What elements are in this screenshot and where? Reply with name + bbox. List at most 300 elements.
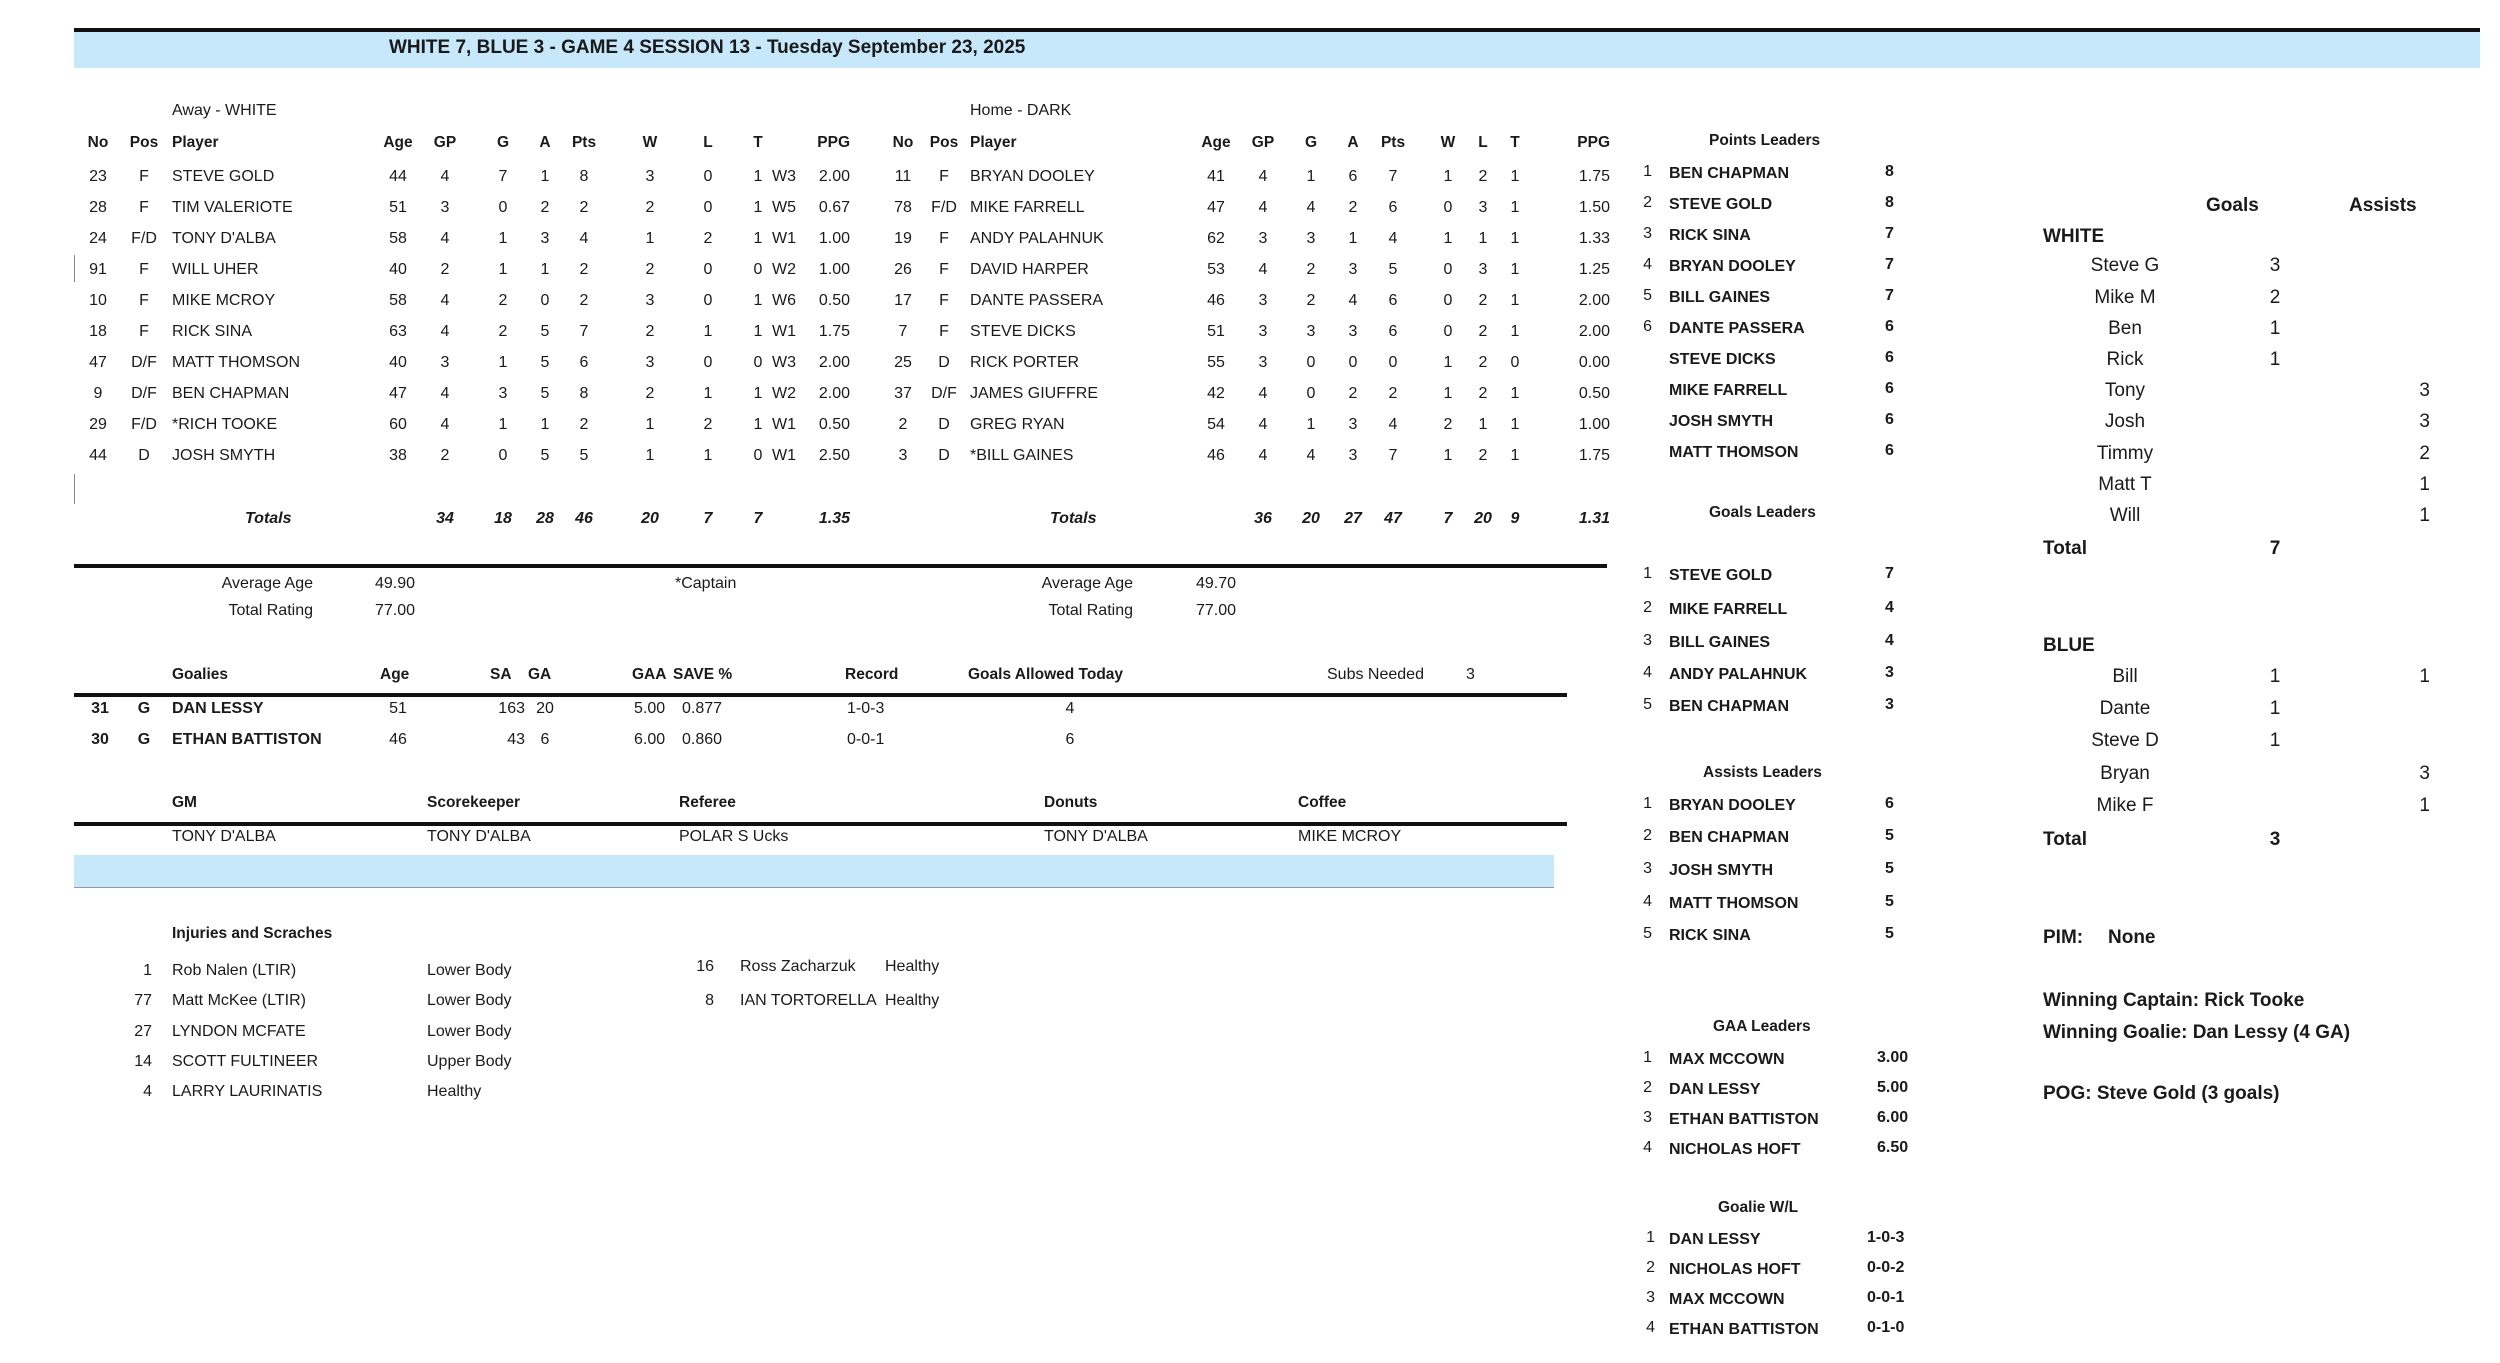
goalie_wl-leader-name: ETHAN BATTISTON: [1669, 1321, 1819, 1338]
white-scorer-name: Steve G: [2090, 255, 2160, 276]
home-avg-age: 49.70: [1196, 575, 1237, 592]
margin-tick: [74, 474, 75, 504]
away-rating: 77.00: [375, 602, 416, 619]
home-player-t: 1: [1510, 199, 1520, 216]
injury-name: IAN TORTORELLA: [740, 992, 877, 1009]
home-player-g: 0: [1306, 385, 1316, 402]
away-player-w: 2: [645, 261, 655, 278]
goalie-record: 1-0-3: [847, 700, 885, 717]
white-scorer-name: Timmy: [2096, 443, 2154, 464]
goalie-col-4: GAA: [632, 666, 667, 683]
away-player-player: *RICH TOOKE: [172, 416, 278, 433]
away-player-a: 5: [540, 354, 550, 371]
staff-val-0: TONY D'ALBA: [172, 828, 276, 845]
home-player-pos: F: [939, 292, 949, 309]
points-leader-rank: 6: [1643, 318, 1652, 335]
away-player-pos: F: [139, 199, 149, 216]
staff-col-3: Donuts: [1044, 794, 1098, 811]
away-label: Away - WHITE: [172, 102, 277, 119]
away-player-t: 1: [753, 199, 763, 216]
home-player-t: 1: [1510, 323, 1520, 340]
home-player-player: DAVID HARPER: [970, 261, 1089, 278]
away-player-pts: 5: [579, 447, 589, 464]
away-player-g: 1: [498, 416, 508, 433]
away-player-l: 2: [703, 416, 713, 433]
goals-leaders-title: Goals Leaders: [1709, 504, 1816, 521]
away-totals-gp: 34: [436, 510, 454, 527]
injury-status: Lower Body: [427, 992, 512, 1009]
goalie-no: 30: [91, 731, 109, 748]
points-leader-name: MIKE FARRELL: [1669, 382, 1788, 399]
home-player-l: 1: [1478, 230, 1488, 247]
away-player-age: 40: [389, 261, 407, 278]
goalie-today: 6: [1065, 731, 1075, 748]
white-scorer-name: Tony: [2104, 380, 2146, 401]
assists-leader-rank: 4: [1643, 893, 1652, 910]
home-player-pts: 5: [1388, 261, 1398, 278]
white-scorer-goals: 1: [2269, 349, 2281, 370]
away-player-pts: 8: [579, 168, 589, 185]
blue-scorer-name: Dante: [2099, 698, 2151, 719]
player-of-game: POG: Steve Gold (3 goals): [2043, 1083, 2280, 1104]
home-player-l: 2: [1478, 168, 1488, 185]
goals-leader-value: 4: [1885, 599, 1894, 616]
home-player-pos: F: [939, 168, 949, 185]
away-player-w: 3: [645, 354, 655, 371]
away-totals-a: 28: [536, 510, 554, 527]
margin-tick: [74, 255, 75, 282]
assists-leader-name: BRYAN DOOLEY: [1669, 797, 1796, 814]
home-player-player: ANDY PALAHNUK: [970, 230, 1104, 247]
home-col-gp: GP: [1251, 134, 1275, 151]
injury-no: 16: [696, 958, 714, 975]
home-player-w: 0: [1443, 261, 1453, 278]
points-leader-value: 6: [1885, 349, 1894, 366]
home-player-t: 1: [1510, 261, 1520, 278]
home-player-no: 25: [894, 354, 912, 371]
away-player-ppg: 0.50: [818, 292, 850, 309]
goalie-col-0: Goalies: [172, 666, 228, 683]
away-totals-t: 7: [753, 510, 763, 527]
goals-leader-value: 4: [1885, 632, 1894, 649]
home-player-no: 17: [894, 292, 912, 309]
away-player-player: TONY D'ALBA: [172, 230, 276, 247]
staff-col-0: GM: [172, 794, 197, 811]
gaa-leader-rank: 2: [1643, 1079, 1652, 1096]
home-player-pts: 6: [1388, 199, 1398, 216]
assists-leader-value: 5: [1885, 925, 1894, 942]
away-player-t: 1: [753, 230, 763, 247]
staff-val-3: TONY D'ALBA: [1044, 828, 1148, 845]
injury-no: 77: [134, 992, 152, 1009]
away-col-pts: Pts: [571, 134, 597, 151]
goalie-no: 31: [91, 700, 109, 717]
home-player-ppg: 1.50: [1578, 199, 1610, 216]
home-col-no: No: [892, 134, 914, 151]
injury-status: Upper Body: [427, 1053, 512, 1070]
injury-status: Lower Body: [427, 1023, 512, 1040]
home-totals-g: 20: [1302, 510, 1320, 527]
away-player-a: 5: [540, 447, 550, 464]
away-player-pos: D/F: [131, 385, 157, 402]
white-scorer-assists: 2: [2419, 443, 2430, 464]
away-player-player: JOSH SMYTH: [172, 447, 276, 464]
away-player-pos: F/D: [131, 230, 157, 247]
home-player-age: 54: [1207, 416, 1225, 433]
home-totals-w: 7: [1443, 510, 1453, 527]
away-player-g: 7: [498, 168, 508, 185]
white-total-value: 7: [2269, 538, 2281, 559]
away-player-streak: W1: [772, 447, 796, 464]
staff-val-2: POLAR S Ucks: [679, 828, 789, 845]
home-player-age: 55: [1207, 354, 1225, 371]
away-avg-age: 49.90: [375, 575, 416, 592]
goalie-ga: 6: [540, 731, 550, 748]
home-totals-ppg: 1.31: [1578, 510, 1610, 527]
goalie_wl-leader-value: 0-1-0: [1867, 1319, 1905, 1336]
away-totals-label: Totals: [245, 510, 292, 527]
goalie-record: 0-0-1: [847, 731, 885, 748]
away-col-g: G: [496, 134, 510, 151]
goalie-sa: 163: [498, 700, 525, 717]
home-player-age: 47: [1207, 199, 1225, 216]
staff-col-1: Scorekeeper: [427, 794, 521, 811]
home-player-w: 0: [1443, 199, 1453, 216]
goalie-gaa: 6.00: [634, 731, 666, 748]
captain-note: *Captain: [675, 575, 737, 592]
white-scorer-name: Will: [2109, 505, 2141, 526]
home-col-ppg: PPG: [1577, 134, 1610, 151]
away-player-streak: W1: [772, 416, 796, 433]
away-avg-age-label: Average Age: [221, 575, 313, 592]
points-leader-name: BRYAN DOOLEY: [1669, 258, 1796, 275]
home-player-pts: 7: [1388, 447, 1398, 464]
away-player-gp: 2: [440, 447, 450, 464]
white-scorer-name: Josh: [2104, 411, 2146, 432]
goalie_wl-leader-rank: 4: [1646, 1319, 1655, 1336]
gaa-leader-name: DAN LESSY: [1669, 1081, 1761, 1098]
home-player-gp: 3: [1258, 230, 1268, 247]
points-leader-name: STEVE GOLD: [1669, 196, 1773, 213]
away-player-g: 0: [498, 447, 508, 464]
points-leader-name: STEVE DICKS: [1669, 351, 1776, 368]
goalie-save: 0.877: [682, 700, 723, 717]
goals-leader-name: STEVE GOLD: [1669, 567, 1773, 584]
assists-leader-value: 5: [1885, 860, 1894, 877]
away-player-gp: 4: [440, 168, 450, 185]
away-player-pts: 2: [579, 416, 589, 433]
injury-status: Healthy: [427, 1083, 482, 1100]
away-player-pts: 8: [579, 385, 589, 402]
gaa-leaders-title: GAA Leaders: [1713, 1018, 1811, 1035]
away-player-w: 2: [645, 199, 655, 216]
home-player-age: 51: [1207, 323, 1225, 340]
home-player-pts: 4: [1388, 416, 1398, 433]
home-player-l: 3: [1478, 199, 1488, 216]
home-player-player: RICK PORTER: [970, 354, 1080, 371]
home-player-player: STEVE DICKS: [970, 323, 1076, 340]
home-player-gp: 4: [1258, 416, 1268, 433]
goalie-col-3: GA: [528, 666, 552, 683]
away-player-g: 0: [498, 199, 508, 216]
goals-leader-value: 3: [1885, 696, 1894, 713]
goals-leader-name: MIKE FARRELL: [1669, 601, 1788, 618]
goalie_wl-leader-value: 0-0-1: [1867, 1289, 1905, 1306]
away-player-ppg: 1.00: [818, 230, 850, 247]
goalie-name: ETHAN BATTISTON: [172, 731, 322, 748]
away-player-streak: W1: [772, 230, 796, 247]
goalie-pos: G: [137, 700, 151, 717]
away-col-a: A: [539, 134, 551, 151]
home-player-l: 2: [1478, 447, 1488, 464]
home-player-a: 3: [1348, 261, 1358, 278]
blue-scorer-name: Steve D: [2091, 730, 2159, 751]
pim-value: None: [2108, 927, 2156, 948]
home-player-g: 4: [1306, 199, 1316, 216]
home-player-a: 3: [1348, 323, 1358, 340]
away-player-a: 0: [540, 292, 550, 309]
away-player-w: 3: [645, 292, 655, 309]
away-player-g: 1: [498, 261, 508, 278]
away-player-age: 58: [389, 230, 407, 247]
away-player-gp: 3: [440, 199, 450, 216]
away-player-player: MIKE MCROY: [172, 292, 276, 309]
home-player-a: 4: [1348, 292, 1358, 309]
away-player-player: WILL UHER: [172, 261, 259, 278]
home-player-t: 1: [1510, 416, 1520, 433]
home-player-a: 2: [1348, 199, 1358, 216]
home-player-a: 0: [1348, 354, 1358, 371]
assists-leader-value: 6: [1885, 795, 1894, 812]
home-player-gp: 3: [1258, 354, 1268, 371]
white-scorer-assists: 1: [2419, 474, 2430, 495]
away-player-a: 1: [540, 416, 550, 433]
white-team-label: WHITE: [2043, 226, 2105, 247]
home-player-player: BRYAN DOOLEY: [970, 168, 1095, 185]
goalie-col-6: Record: [845, 666, 899, 683]
injury-name: SCOTT FULTINEER: [172, 1053, 319, 1070]
away-player-no: 91: [89, 261, 107, 278]
home-player-no: 26: [894, 261, 912, 278]
away-player-age: 44: [389, 168, 407, 185]
blue-scorer-name: Bryan: [2100, 763, 2150, 784]
away-col-ppg: PPG: [817, 134, 850, 151]
away-player-t: 1: [753, 416, 763, 433]
away-player-t: 0: [753, 261, 763, 278]
goalie_wl-leader-value: 1-0-3: [1867, 1229, 1905, 1246]
points-leader-value: 7: [1885, 287, 1894, 304]
home-player-pos: F: [939, 261, 949, 278]
home-player-no: 78: [894, 199, 912, 216]
away-totals-pts: 46: [575, 510, 593, 527]
points-leader-value: 6: [1885, 411, 1894, 428]
away-player-ppg: 2.00: [818, 354, 850, 371]
points-leader-rank: 1: [1643, 163, 1652, 180]
white-scorer-goals: 3: [2269, 255, 2281, 276]
away-player-l: 0: [703, 261, 713, 278]
goals-leader-value: 3: [1885, 664, 1894, 681]
away-player-pts: 6: [579, 354, 589, 371]
home-player-ppg: 2.00: [1578, 323, 1610, 340]
home-player-a: 6: [1348, 168, 1358, 185]
staff-val-4: MIKE MCROY: [1298, 828, 1402, 845]
assists-leader-rank: 1: [1643, 795, 1652, 812]
assists-leader-name: RICK SINA: [1669, 927, 1751, 944]
blue-scorer-goals: 1: [2269, 666, 2281, 687]
away-player-a: 3: [540, 230, 550, 247]
away-player-age: 60: [389, 416, 407, 433]
away-player-player: BEN CHAPMAN: [172, 385, 290, 402]
home-player-pos: D: [938, 447, 950, 464]
home-player-player: JAMES GIUFFRE: [970, 385, 1099, 402]
gaa-leader-value: 3.00: [1877, 1049, 1909, 1066]
home-player-ppg: 1.00: [1578, 416, 1610, 433]
home-totals-pts: 47: [1384, 510, 1402, 527]
away-player-streak: W2: [772, 261, 796, 278]
away-player-player: RICK SINA: [172, 323, 253, 340]
away-player-age: 63: [389, 323, 407, 340]
away-player-w: 3: [645, 168, 655, 185]
away-player-ppg: 1.00: [818, 261, 850, 278]
home-player-ppg: 0.50: [1578, 385, 1610, 402]
home-player-a: 1: [1348, 230, 1358, 247]
home-player-player: *BILL GAINES: [970, 447, 1074, 464]
home-player-t: 0: [1510, 354, 1520, 371]
gaa-leader-value: 6.50: [1877, 1139, 1909, 1156]
white-scorer-assists: 3: [2419, 380, 2430, 401]
totals-rule: [74, 564, 1607, 568]
goals-leader-value: 7: [1885, 565, 1894, 582]
points-leader-rank: 4: [1643, 256, 1652, 273]
goals-leader-rank: 2: [1643, 599, 1652, 616]
blue-scorer-name: Bill: [2112, 666, 2138, 687]
away-player-t: 1: [753, 323, 763, 340]
away-col-no: No: [87, 134, 109, 151]
away-player-streak: W1: [772, 323, 796, 340]
injury-name: LYNDON MCFATE: [172, 1023, 306, 1040]
goalie_wl-leaders-title: Goalie W/L: [1718, 1199, 1799, 1216]
injury-no: 1: [143, 962, 152, 979]
goalie-pos: G: [137, 731, 151, 748]
away-player-gp: 4: [440, 230, 450, 247]
home-player-l: 2: [1478, 292, 1488, 309]
home-player-player: DANTE PASSERA: [970, 292, 1104, 309]
goalies-rule: [74, 693, 1567, 697]
home-player-ppg: 1.25: [1578, 261, 1610, 278]
white-scorer-name: Rick: [2106, 349, 2144, 370]
home-rating-label: Total Rating: [1048, 602, 1133, 619]
home-player-pos: F/D: [931, 199, 957, 216]
away-player-gp: 3: [440, 354, 450, 371]
away-player-l: 1: [703, 323, 713, 340]
points-leaders-title: Points Leaders: [1709, 132, 1821, 149]
home-player-t: 1: [1510, 447, 1520, 464]
home-player-age: 41: [1207, 168, 1225, 185]
away-player-g: 1: [498, 354, 508, 371]
away-player-pts: 7: [579, 323, 589, 340]
injury-no: 27: [134, 1023, 152, 1040]
winning-captain: Winning Captain: Rick Tooke: [2043, 990, 2305, 1011]
gaa-leader-value: 6.00: [1877, 1109, 1909, 1126]
home-player-pos: D: [938, 354, 950, 371]
away-player-no: 44: [89, 447, 107, 464]
home-player-gp: 3: [1258, 323, 1268, 340]
away-player-no: 9: [93, 385, 103, 402]
home-player-w: 0: [1443, 292, 1453, 309]
home-player-gp: 4: [1258, 385, 1268, 402]
away-player-ppg: 2.50: [818, 447, 850, 464]
away-player-streak: W3: [772, 168, 796, 185]
goals-leader-name: BEN CHAPMAN: [1669, 698, 1789, 715]
away-player-g: 1: [498, 230, 508, 247]
points-leader-value: 6: [1885, 442, 1894, 459]
away-player-no: 47: [89, 354, 107, 371]
goalie_wl-leader-rank: 1: [1646, 1229, 1655, 1246]
home-player-g: 1: [1306, 416, 1316, 433]
points-leader-name: MATT THOMSON: [1669, 444, 1799, 461]
away-player-l: 1: [703, 447, 713, 464]
home-player-no: 11: [894, 168, 912, 185]
home-player-w: 1: [1443, 447, 1453, 464]
goalie_wl-leader-name: DAN LESSY: [1669, 1231, 1761, 1248]
home-player-pts: 0: [1388, 354, 1398, 371]
away-player-player: TIM VALERIOTE: [172, 199, 293, 216]
away-totals-l: 7: [703, 510, 713, 527]
away-player-w: 1: [645, 416, 655, 433]
home-player-a: 3: [1348, 416, 1358, 433]
injuries-title: Injuries and Scraches: [172, 925, 333, 942]
white-total-label: Total: [2043, 538, 2087, 559]
home-col-player: Player: [970, 134, 1017, 151]
goalie_wl-leader-name: MAX MCCOWN: [1669, 1291, 1785, 1308]
white-scorer-assists: 1: [2419, 505, 2430, 526]
home-player-t: 1: [1510, 230, 1520, 247]
assists-leader-rank: 2: [1643, 827, 1652, 844]
away-player-w: 2: [645, 385, 655, 402]
away-player-player: MATT THOMSON: [172, 354, 300, 371]
away-col-t: T: [753, 134, 763, 151]
away-player-t: 1: [753, 168, 763, 185]
points-leader-value: 6: [1885, 380, 1894, 397]
home-player-pts: 2: [1388, 385, 1398, 402]
home-avg-age-label: Average Age: [1041, 575, 1133, 592]
home-col-pts: Pts: [1380, 134, 1406, 151]
goals-leader-rank: 1: [1643, 565, 1652, 582]
blue-scorer-goals: 1: [2269, 730, 2281, 751]
away-player-l: 0: [703, 199, 713, 216]
home-player-g: 4: [1306, 447, 1316, 464]
away-player-gp: 2: [440, 261, 450, 278]
away-player-w: 1: [645, 230, 655, 247]
away-player-streak: W3: [772, 354, 796, 371]
injury-name: Rob Nalen (LTIR): [172, 962, 297, 979]
points-leader-name: BEN CHAPMAN: [1669, 165, 1789, 182]
away-col-gp: GP: [433, 134, 457, 151]
blue-scorer-name: Mike F: [2096, 795, 2154, 816]
staff-val-1: TONY D'ALBA: [427, 828, 531, 845]
assists-leader-value: 5: [1885, 827, 1894, 844]
home-col-pos: Pos: [929, 134, 959, 151]
home-player-no: 3: [898, 447, 908, 464]
blue-total-value: 3: [2269, 829, 2281, 850]
gaa-leader-rank: 4: [1643, 1139, 1652, 1156]
away-player-age: 47: [389, 385, 407, 402]
away-player-a: 5: [540, 385, 550, 402]
away-rating-label: Total Rating: [228, 602, 313, 619]
assists-leader-name: MATT THOMSON: [1669, 895, 1799, 912]
away-player-age: 40: [389, 354, 407, 371]
goals-leader-name: ANDY PALAHNUK: [1669, 666, 1808, 683]
